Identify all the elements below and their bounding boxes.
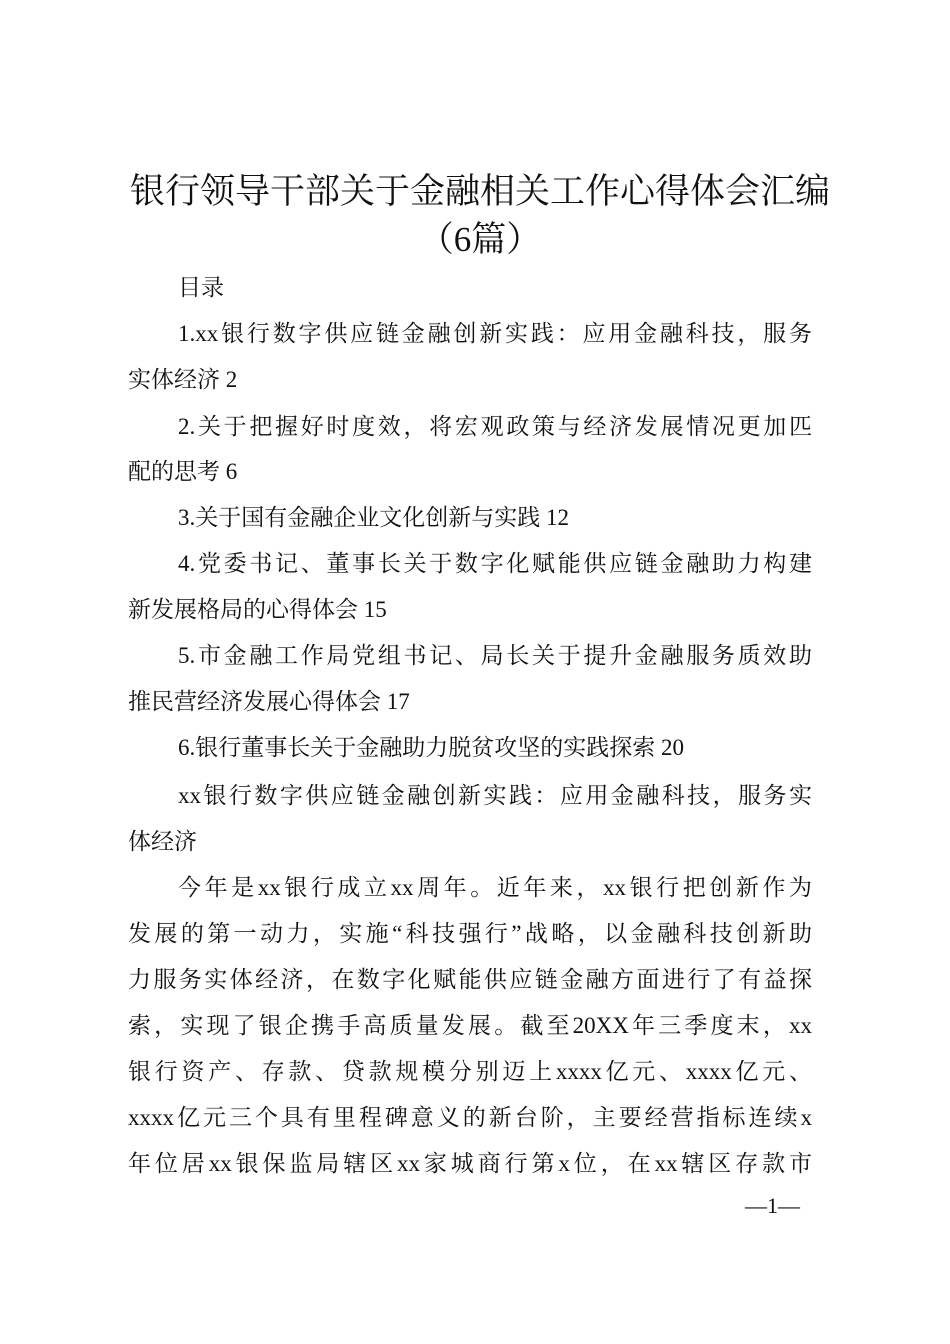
toc-entry-2-cont[interactable]: 配的思考 6 xyxy=(128,459,238,484)
toc-entry-4-cont[interactable]: 新发展格局的心得体会 15 xyxy=(128,597,387,622)
body-line: 索，实现了银企携手高质量发展。截至20XX年三季度末，xx xyxy=(128,1013,812,1038)
toc-entry-6[interactable]: 6.银行董事长关于金融助力脱贫攻坚的实践探索 20 xyxy=(178,735,684,760)
body-line: xxxx亿元三个具有里程碑意义的新台阶，主要经营指标连续x xyxy=(128,1105,812,1130)
toc-entry-5[interactable]: 5.市金融工作局党组书记、局长关于提升金融服务质效助 xyxy=(178,643,812,668)
body-line: 力服务实体经济，在数字化赋能供应链金融方面进行了有益探 xyxy=(128,967,812,992)
toc-entry-3[interactable]: 3.关于国有金融企业文化创新与实践 12 xyxy=(178,505,569,530)
document-title-line-2: （6篇） xyxy=(418,220,542,259)
toc-entry-4[interactable]: 4.党委书记、董事长关于数字化赋能供应链金融助力构建 xyxy=(178,551,812,576)
toc-heading: 目录 xyxy=(178,275,224,300)
body-line: 银行资产、存款、贷款规模分别迈上xxxx亿元、xxxx亿元、 xyxy=(128,1059,812,1084)
toc-entry-2[interactable]: 2.关于把握好时度效，将宏观政策与经济发展情况更加匹 xyxy=(178,414,812,439)
body-line: 发展的第一动力，实施“科技强行”战略，以金融科技创新助 xyxy=(128,921,812,946)
toc-entry-5-cont[interactable]: 推民营经济发展心得体会 17 xyxy=(128,689,410,714)
document-title-line-1: 银行领导干部关于金融相关工作心得体会汇编 xyxy=(129,172,830,211)
body-line: 年位居xx银保监局辖区xx家城商行第x位，在xx辖区存款市 xyxy=(128,1151,812,1176)
section-heading-cont: 体经济 xyxy=(128,829,197,854)
body-line: 今年是xx银行成立xx周年。近年来，xx银行把创新作为 xyxy=(178,875,812,900)
page-number: —1— xyxy=(745,1193,800,1218)
toc-entry-1-cont[interactable]: 实体经济 2 xyxy=(128,367,238,392)
toc-entry-1[interactable]: 1.xx银行数字供应链金融创新实践：应用金融科技，服务 xyxy=(178,321,812,346)
section-heading: xx银行数字供应链金融创新实践：应用金融科技，服务实 xyxy=(178,783,812,808)
